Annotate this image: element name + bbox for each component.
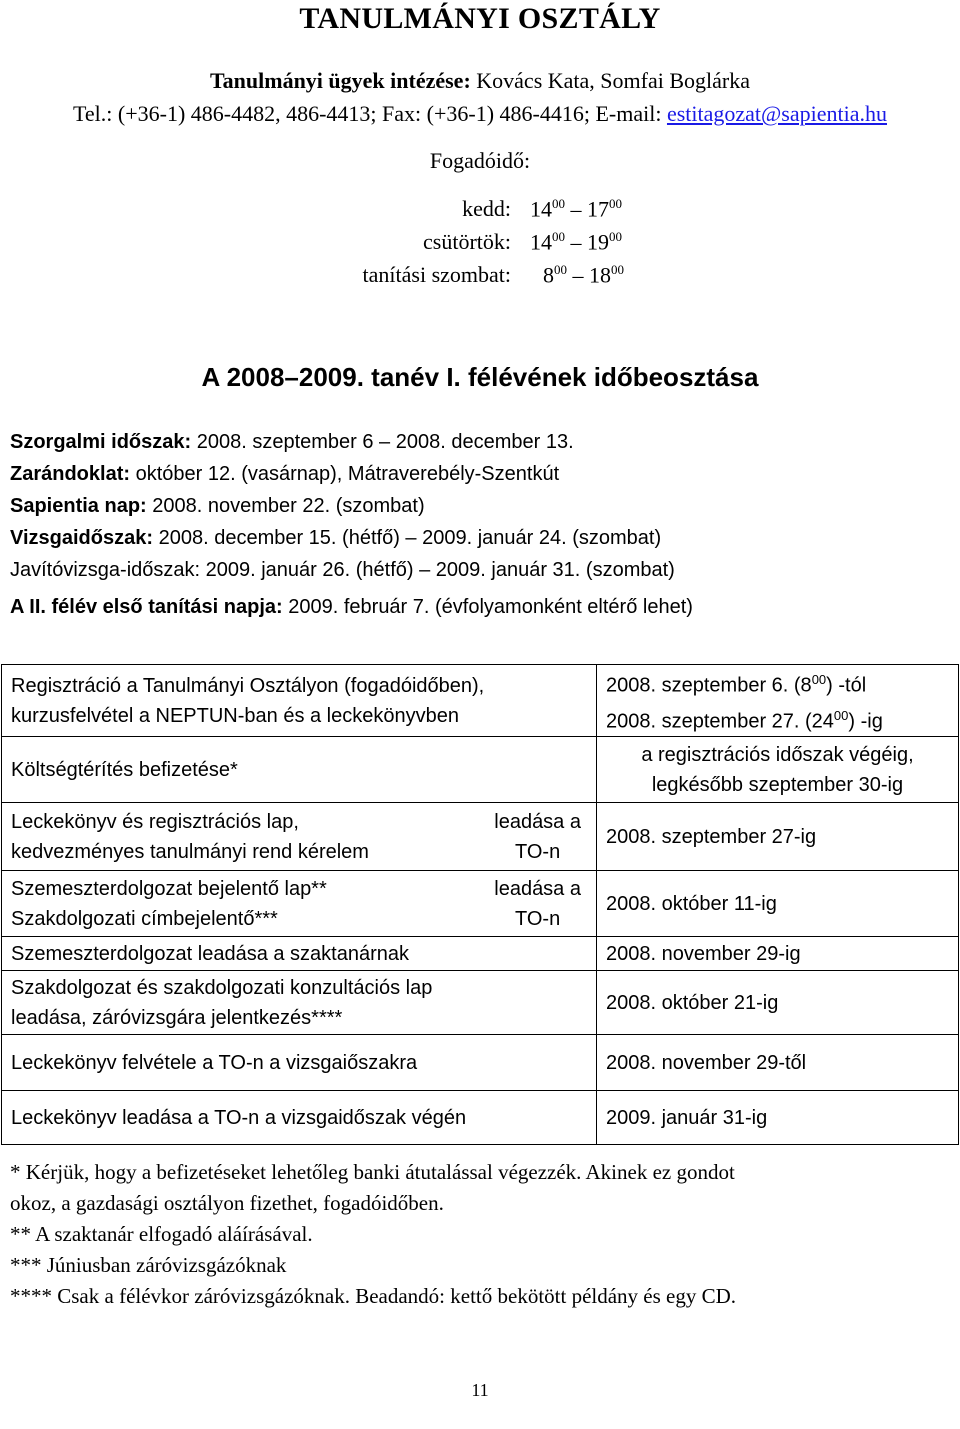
office-hours-label: Fogadóidő: [429,148,531,173]
contact-text: Tel.: (+36-1) 486-4482, 486-4413; Fax: (+36-1) 486-4416; E-mail: [73,101,667,126]
table-cell: 2008. szeptember 6. $(8^{00})$ -tól 2008. szeptember 27. $(24^{00})$ -ig [597,665,959,737]
footnote: okoz, a gazdasági osztályon fizethet, fogadóidőben. [10,1191,444,1215]
schedule-title: A 2008–2009. tanév I. félévének időbeosztása [201,362,759,392]
office-hours-time: $14^{00} - 17^{00}$ [530,196,622,222]
office-hours-day: tanítási szombat: [362,262,511,287]
office-hours-day: kedd: [462,196,511,221]
schedule-item: Vizsgaidőszak: 2008. december 15. (hétfő) – 2009. január 24. (szombat) [10,527,662,549]
table-row [2,665,959,737]
table-cell: Leckekönyv leadása a TO-n a vizsgaidőszak végén [2,1091,597,1145]
footnote: **** Csak a félévkor záróvizsgázóknak. Beadandó: kettő bekötött példány és egy CD. [10,1284,737,1308]
table-cell: 2008. október 21-ig [597,971,959,1035]
admin-names: Kovács Kata, Somfai Boglárka [476,68,750,93]
table-cell: 2008. szeptember 27-ig [597,803,959,871]
table-cell: Szemeszterdolgozat bejelentő lap** Szakdolgozati címbejelentő*** leadása a TO-n [2,871,597,937]
table-row [2,1035,959,1091]
schedule-item: Javítóvizsga-időszak: 2009. január 26. (hétfő) – 2009. január 31. (szombat) [10,559,675,581]
table-cell: 2008. november 29-ig [597,937,959,971]
schedule-item: Szorgalmi időszak: 2008. szeptember 6 – 2008. december 13. [10,431,574,453]
table-cell: 2008. november 29-től [597,1035,959,1091]
table-cell: 2009. január 31-ig [597,1091,959,1145]
table-cell: Költségtérítés befizetése* [2,737,597,803]
table-cell: Regisztráció a Tanulmányi Osztályon (fogadóidőben), kurzusfelvétel a NEPTUN-ban és a leckekönyvben [2,665,597,737]
table-cell: Leckekönyv és regisztrációs lap, kedvezményes tanulmányi rend kérelem leadása a TO-n [2,803,597,871]
email-link[interactable]: estitagozat@sapientia.hu [666,101,887,126]
table-row [2,871,959,937]
deadlines-table [1,664,959,1145]
footnote: ** A szaktanár elfogadó aláírásával. [10,1222,313,1246]
table-cell: 2008. október 11-ig [597,871,959,937]
table-row [2,937,959,971]
contact-line [0,101,960,127]
table-row [2,1091,959,1145]
office-hours-day: csütörtök: [423,229,511,254]
table-cell: a regisztrációs időszak végéig, legkésőbb szeptember 30-ig [597,737,959,803]
office-hours-time: $8^{00} - 18^{00}$ [543,262,624,288]
page-title: TANULMÁNYI OSZTÁLY [299,2,661,35]
table-row [2,737,959,803]
table-row [2,803,959,871]
table-row [2,971,959,1035]
schedule-item: Sapientia nap: 2008. november 22. (szombat) [10,495,425,517]
table-cell: Szemeszterdolgozat leadása a szaktanárnak [2,937,597,971]
schedule-item: A II. félév első tanítási napja: 2009. február 7. (évfolyamonként eltérő lehet) [10,596,693,618]
admin-label: Tanulmányi ügyek intézése: [210,68,471,93]
admin-line [0,68,960,94]
schedule-item: Zarándoklat: október 12. (vasárnap), Mátraverebély-Szentkút [10,463,560,485]
footnote: *** Júniusban záróvizsgázóknak [10,1253,287,1277]
table-cell: Szakdolgozat és szakdolgozati konzultációs lap leadása, záróvizsgára jelentkezés**** [2,971,597,1035]
footnote: * Kérjük, hogy a befizetéseket lehetőleg banki átutalással végezzék. Akinek ez gondot [10,1160,735,1184]
table-cell: Leckekönyv felvétele a TO-n a vizsgaiőszakra [2,1035,597,1091]
office-hours-time: $14^{00} - 19^{00}$ [530,229,622,255]
page-number: 11 [471,1380,489,1400]
